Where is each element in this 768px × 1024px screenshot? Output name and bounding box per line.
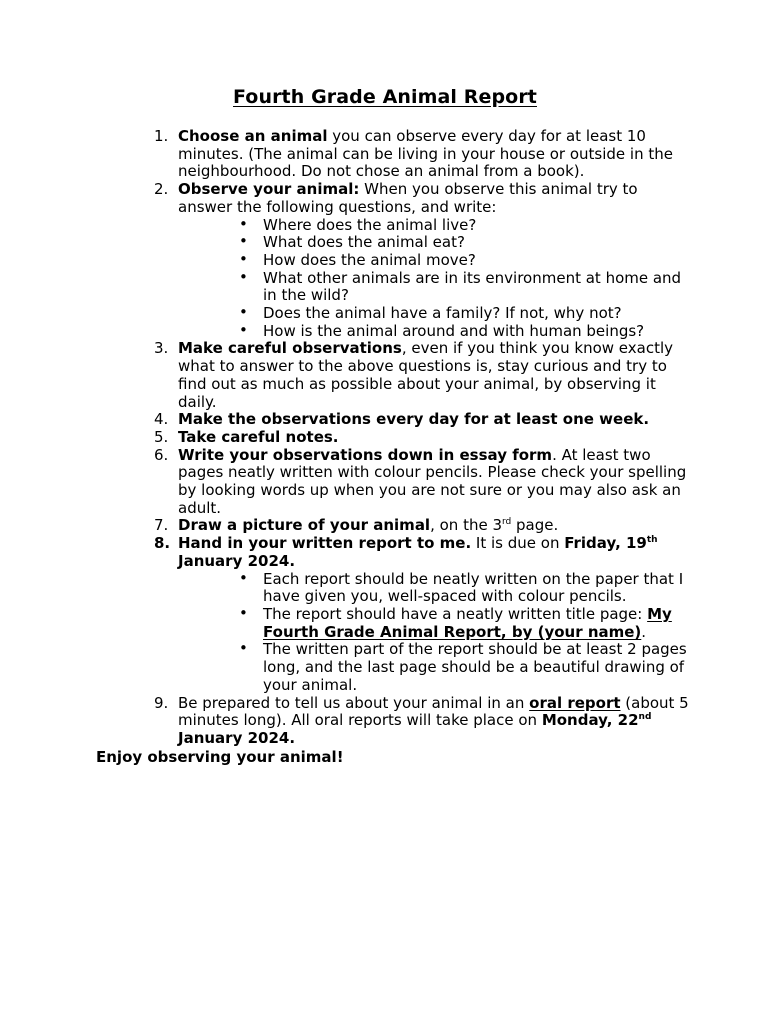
page-title: Fourth Grade Animal Report — [233, 86, 537, 108]
list-item: • How does the animal move? — [239, 249, 476, 269]
bullet-icon: • — [239, 320, 248, 339]
step-number: 3. — [154, 339, 169, 358]
step-5 — [96, 429, 690, 447]
document-body — [96, 128, 696, 766]
list-item: • What does the animal eat? — [239, 232, 465, 252]
bullet-icon: • — [239, 214, 248, 233]
step-2 — [96, 181, 690, 340]
step-number: 9. — [154, 693, 169, 712]
report-title-example: My Fourth Grade Animal Report, by (your name) — [263, 604, 672, 641]
closing-line: Enjoy observing your animal! — [96, 747, 344, 766]
bullet-icon: • — [239, 603, 248, 622]
step-heading: Make the observations every day for at least one week. — [178, 410, 650, 429]
step-heading: Choose an animal — [178, 127, 328, 145]
step-heading: Write your observations down in essay form — [178, 445, 553, 464]
step-number: 5. — [154, 427, 169, 446]
list-item: • Where does the animal live? — [239, 214, 477, 234]
step-7: 7. Draw a picture of your animal, on the 3rd page. — [154, 516, 559, 535]
oral-report-date: Monday, 22nd January 2024. — [178, 711, 652, 747]
list-item: • Does the animal have a family? If not, why not? — [239, 303, 622, 323]
list-item: • What other animals are in its environment at home and in the wild? — [239, 267, 682, 305]
bullet-icon: • — [239, 568, 248, 587]
step-4 — [96, 411, 690, 429]
bullet-icon: • — [239, 267, 248, 286]
bullet-icon: • — [239, 232, 248, 251]
step-3 — [96, 340, 690, 411]
step-number: 4. — [154, 410, 169, 429]
step-heading: Take careful notes. — [178, 427, 339, 446]
step-heading: Make careful observations — [178, 339, 402, 358]
step-heading: Observe your animal: — [178, 180, 360, 199]
list-item: • How is the animal around and with human beings? — [239, 320, 645, 340]
step-number: 1. — [154, 127, 169, 145]
report-requirements-list — [178, 568, 690, 695]
step-text: , even if you think you know exactly what to answer to the above questions is, stay curious and try to find out as much as possible about your animal, by observing it daily. — [178, 339, 673, 411]
bullet-icon: • — [239, 249, 248, 268]
step-number: 8. — [154, 534, 171, 553]
step-6 — [96, 447, 690, 518]
step-9: 9. Be prepared to tell us about your animal in an oral report (about 5 minutes long). All oral reports will take place on Monday, 22nd January 2024. — [154, 693, 689, 747]
step-text: you can observe every day for at least 10 minutes. (The animal can be living in your house or outside in the neighbourhood. Do not chose an animal from a book). — [178, 127, 673, 181]
step-8: 8. Hand in your written report to me. It is due on Friday, 19th January 2024. • Each report should be neatly written on the paper that I have given you, well-spaced with colour pencils. • The report should have a neatly written title page: My Fourth Grade Animal Report, by (your name). • The written part of the report should be at least 2 pages long, and the last page should be a beautiful drawing of your animal. — [96, 535, 690, 694]
list-item: • The report should have a neatly written title page: My Fourth Grade Animal Report, by (your name). — [239, 603, 672, 641]
step-text: When you observe this animal try to answer the following questions, and write: — [178, 180, 638, 216]
step-heading: Hand in your written report to me. — [178, 534, 472, 553]
step-text: . At least two pages neatly written with colour pencils. Please check your spelling by looking words up when you are not sure or you may also ask an adult. — [178, 445, 687, 517]
step-heading: Draw a picture of your animal — [178, 516, 431, 535]
list-item: • Each report should be neatly written on the paper that I have given you, well-spaced with colour pencils. — [239, 568, 684, 606]
step-number: 2. — [154, 180, 169, 199]
due-date: Friday, 19th January 2024. — [178, 534, 658, 570]
question-list — [178, 214, 690, 341]
step-number: 6. — [154, 445, 169, 464]
step-1 — [96, 128, 690, 181]
oral-report-term: oral report — [529, 693, 621, 712]
bullet-icon: • — [239, 303, 248, 322]
list-item: • The written part of the report should be at least 2 pages long, and the last page should be a beautiful drawing of your animal. — [239, 639, 687, 694]
instruction-list — [96, 128, 696, 748]
step-number: 7. — [154, 516, 169, 535]
bullet-icon: • — [239, 639, 248, 658]
